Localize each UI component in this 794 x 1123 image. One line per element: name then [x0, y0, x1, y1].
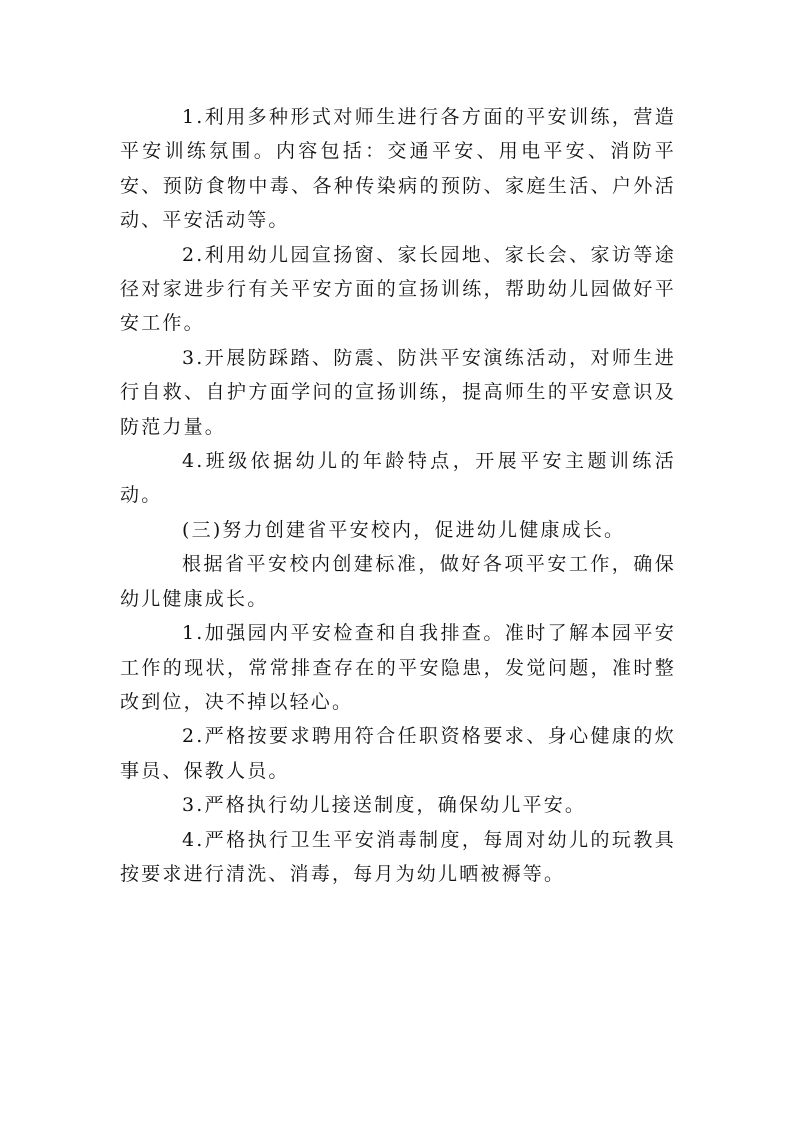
paragraph-campus-standards: 根据省平安校内创建标准，做好各项平安工作，确保幼儿健康成长。: [120, 553, 676, 610]
paragraph-drill-activities: 3.开展防踩踏、防震、防洪平安演练活动，对师生进行自救、自护方面学问的宣扬训练，提高师生的平安意识及防范力量。: [120, 346, 676, 438]
paragraph-class-theme-activities: 4.班级依据幼儿的年龄特点，开展平安主题训练活动。: [120, 450, 676, 507]
paragraph-disinfection-system: 4.严格执行卫生平安消毒制度，每周对幼儿的玩教具按要求进行清洗、消毒，每月为幼儿晒被褥等。: [120, 828, 676, 885]
document-body: [120, 100, 676, 891]
paragraph-staff-hiring: 2.严格按要求聘用符合任职资格要求、身心健康的炊事员、保教人员。: [120, 725, 676, 782]
paragraph-publicity-window: 2.利用幼儿园宣扬窗、家长园地、家长会、家访等途径对家进步行有关平安方面的宣扬训练，帮助幼儿园做好平安工作。: [120, 243, 676, 335]
paragraph-safety-training-forms: 1.利用多种形式对师生进行各方面的平安训练，营造平安训练氛围。内容包括：交通平安、用电平安、消防平安、预防食物中毒、各种传染病的预防、家庭生活、户外活动、平安活动等。: [120, 106, 676, 232]
paragraph-pickup-system: 3.严格执行幼儿接送制度，确保幼儿平安。: [182, 794, 587, 817]
section-heading-safe-campus: (三)努力创建省平安校内，促进幼儿健康成长。: [182, 518, 626, 541]
paragraph-safety-inspection: 1.加强园内平安检查和自我排查。准时了解本园平安工作的现状，常常排查存在的平安隐患，发觉问题，准时整改到位，决不掉以轻心。: [120, 622, 676, 713]
